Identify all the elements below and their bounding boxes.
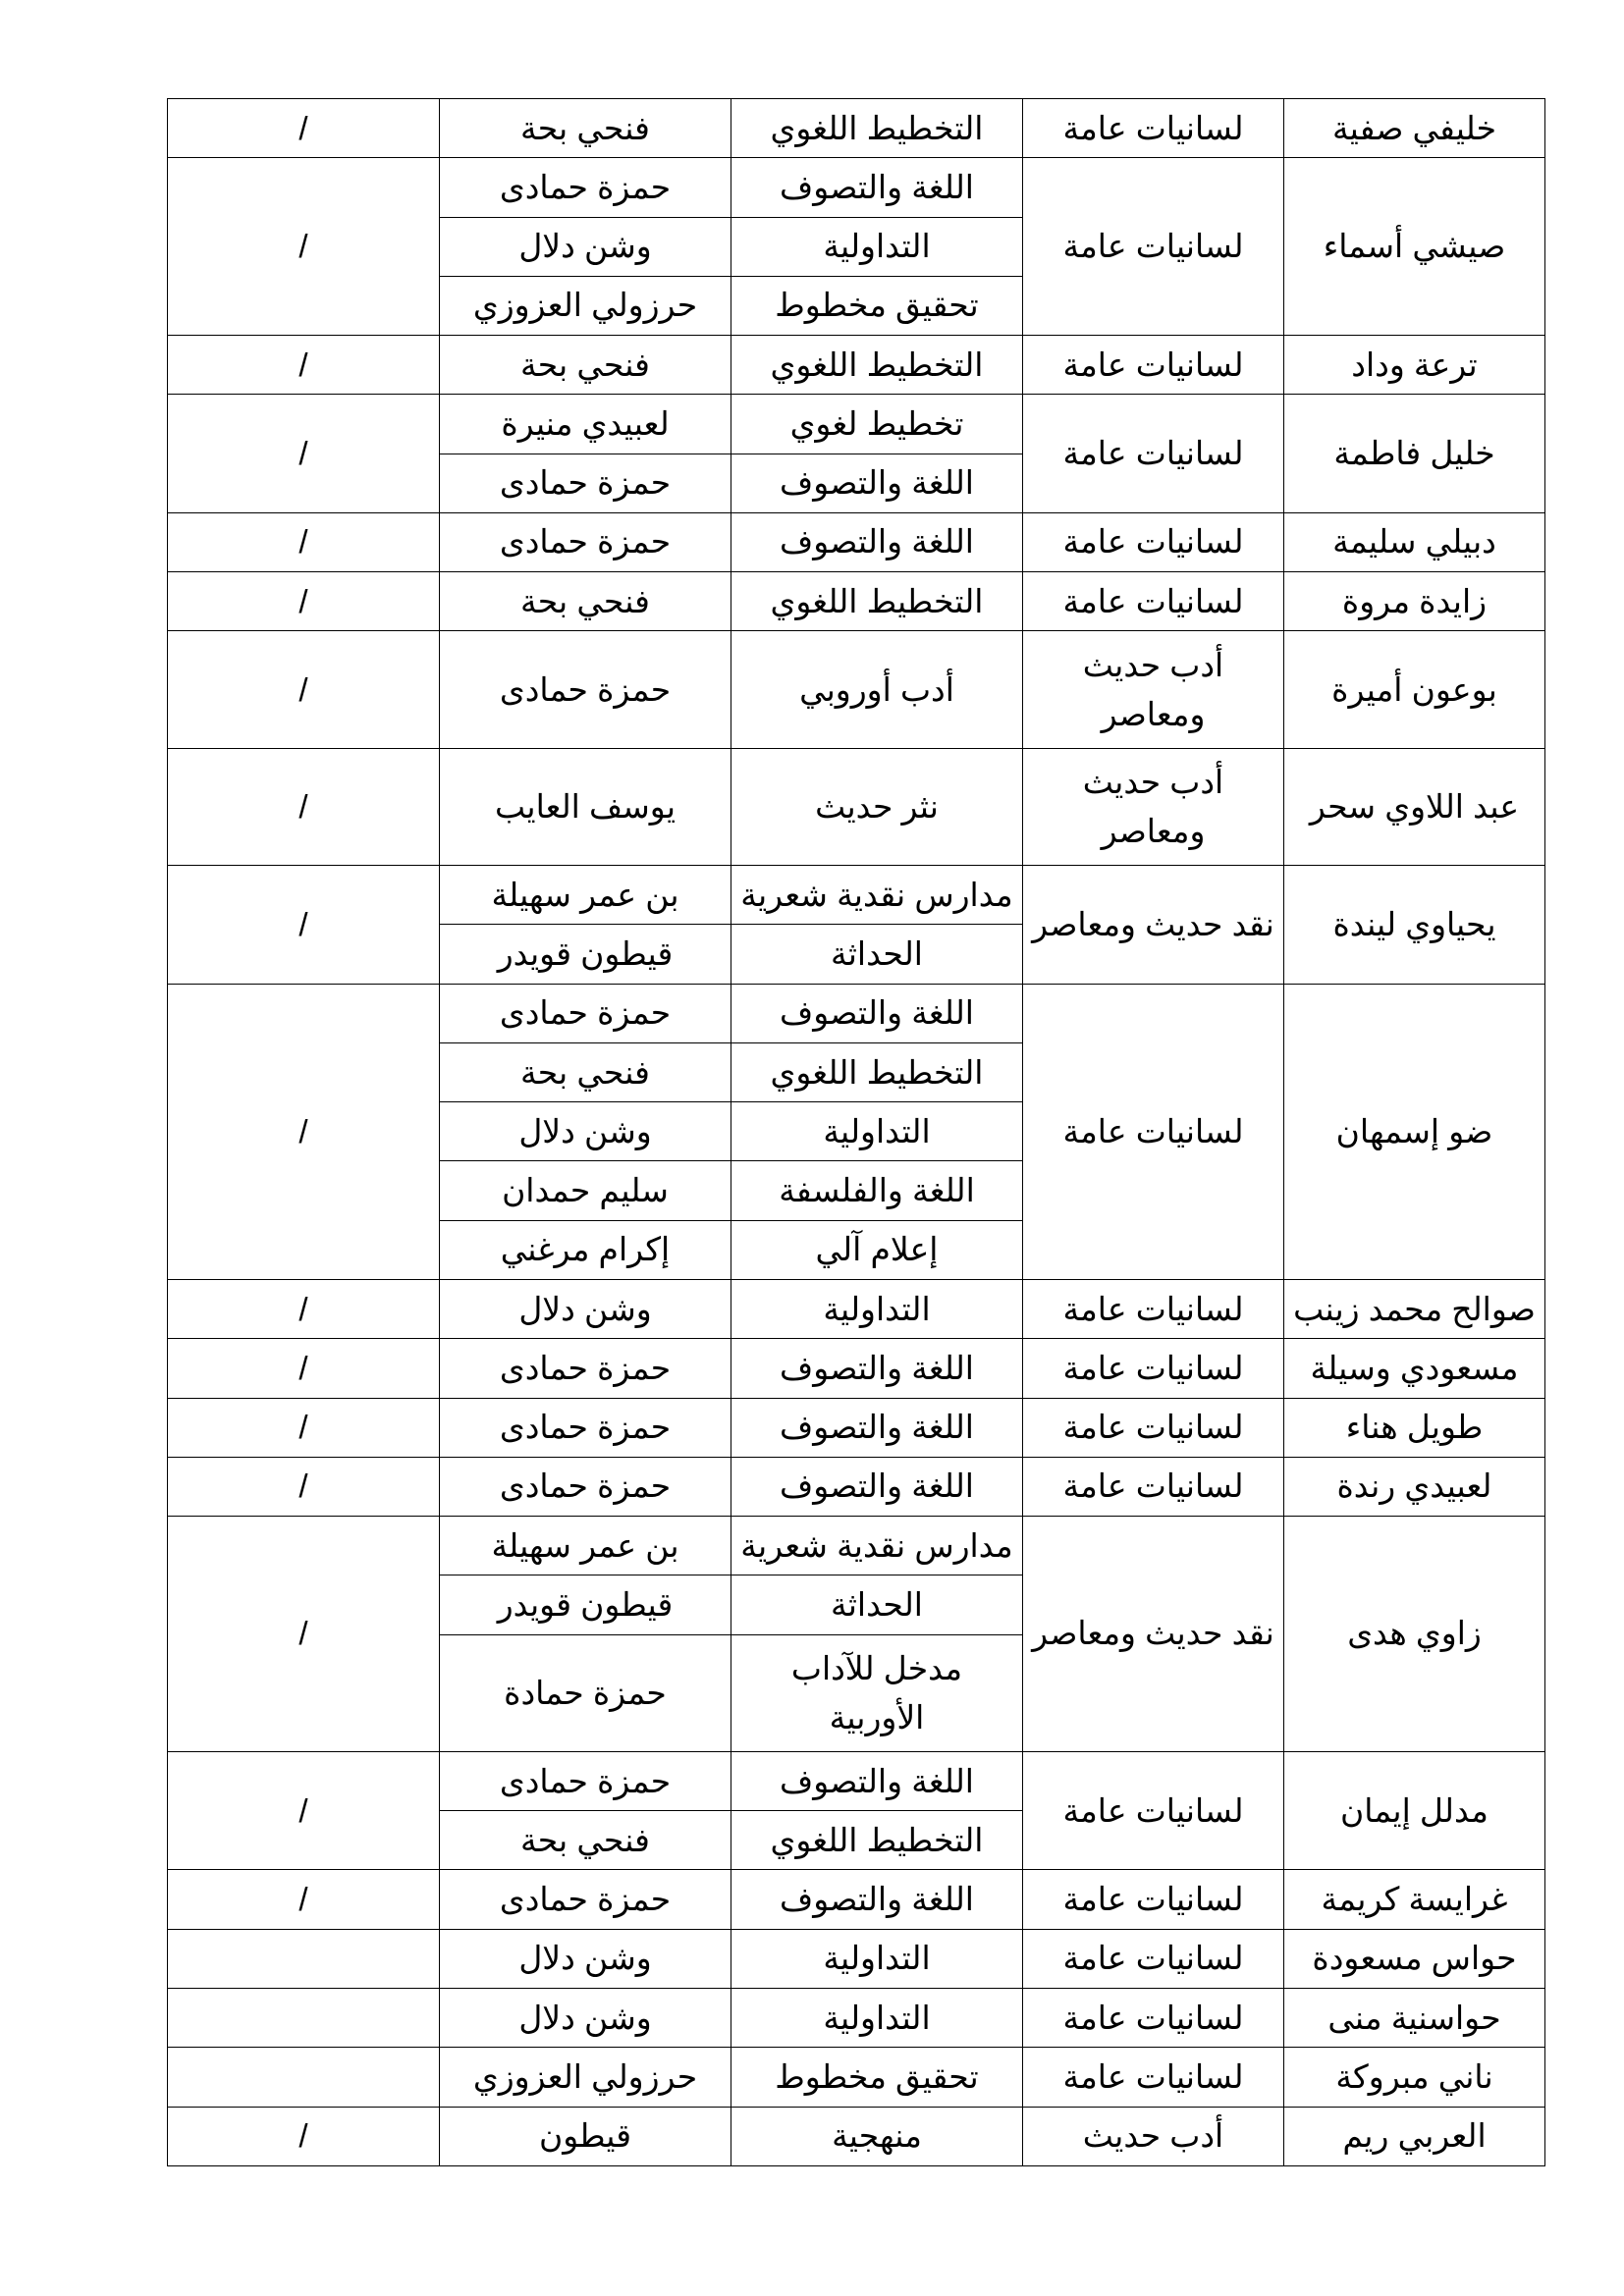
module-cell: أدب أوروبي <box>731 631 1023 748</box>
professor-cell: فنحي بحة <box>440 572 731 631</box>
students-table <box>167 98 1545 2166</box>
module-cell: الحداثة <box>731 1575 1023 1634</box>
table-row <box>168 2048 1545 2107</box>
student-name-cell: صوالح محمد زينب <box>1284 1279 1545 1338</box>
student-name-cell: زايدة مروة <box>1284 572 1545 631</box>
specialty-cell: لسانيات عامة <box>1023 572 1284 631</box>
professor-cell: قيطون قويدر <box>440 925 731 984</box>
note-cell <box>168 2048 440 2107</box>
specialty-cell: لسانيات عامة <box>1023 1870 1284 1929</box>
module-cell: التداولية <box>731 1279 1023 1338</box>
specialty-cell: لسانيات عامة <box>1023 1457 1284 1516</box>
professor-cell: حمزة حمادى <box>440 1457 731 1516</box>
module-cell: تحقيق مخطوط <box>731 276 1023 335</box>
module-cell: اللغة والتصوف <box>731 1398 1023 1457</box>
note-cell: / <box>168 866 440 985</box>
note-cell: / <box>168 631 440 748</box>
module-cell: نثر حديث <box>731 748 1023 865</box>
table-row <box>168 1870 1545 1929</box>
specialty-cell: لسانيات عامة <box>1023 984 1284 1279</box>
note-cell: / <box>168 1339 440 1398</box>
module-cell: مدارس نقدية شعرية <box>731 866 1023 925</box>
professor-cell: فنحي بحة <box>440 99 731 158</box>
professor-cell: وشن دلال <box>440 1929 731 1988</box>
specialty-cell: لسانيات عامة <box>1023 1988 1284 2047</box>
professor-cell: حمزة حمادى <box>440 1339 731 1398</box>
specialty-cell: لسانيات عامة <box>1023 1279 1284 1338</box>
module-cell: الحداثة <box>731 925 1023 984</box>
student-name-cell: يحياوي ليندة <box>1284 866 1545 985</box>
professor-cell: حمزة حمادى <box>440 631 731 748</box>
module-cell: منهجية <box>731 2107 1023 2165</box>
module-cell: اللغة والتصوف <box>731 984 1023 1042</box>
note-cell: / <box>168 748 440 865</box>
student-name-cell: خليفي صفية <box>1284 99 1545 158</box>
note-cell: / <box>168 572 440 631</box>
student-name-cell: ضو إسمهان <box>1284 984 1545 1279</box>
note-cell <box>168 1929 440 1988</box>
professor-cell: حمزة حمادى <box>440 454 731 512</box>
module-cell: اللغة والتصوف <box>731 158 1023 217</box>
module-cell: التداولية <box>731 1929 1023 1988</box>
professor-cell: إكرام مرغني <box>440 1220 731 1279</box>
table-row <box>168 866 1545 925</box>
professor-cell: قيطون <box>440 2107 731 2165</box>
specialty-cell: لسانيات عامة <box>1023 1751 1284 1870</box>
module-cell: مدارس نقدية شعرية <box>731 1517 1023 1575</box>
professor-cell: قيطون قويدر <box>440 1575 731 1634</box>
note-cell: / <box>168 1279 440 1338</box>
professor-cell: حرزولي العزوزي <box>440 2048 731 2107</box>
module-cell: التخطيط اللغوي <box>731 99 1023 158</box>
module-cell: اللغة والتصوف <box>731 1751 1023 1810</box>
table-row <box>168 1279 1545 1338</box>
professor-cell: حمزة حمادى <box>440 1870 731 1929</box>
student-name-cell: العربي ريم <box>1284 2107 1545 2165</box>
professor-cell: حمزة حمادى <box>440 158 731 217</box>
professor-cell: سليم حمدان <box>440 1161 731 1220</box>
module-cell: اللغة والتصوف <box>731 1870 1023 1929</box>
note-cell: / <box>168 2107 440 2165</box>
note-cell: / <box>168 984 440 1279</box>
student-name-cell: صيشي أسماء <box>1284 158 1545 336</box>
module-cell: التداولية <box>731 217 1023 276</box>
module-cell: اللغة والتصوف <box>731 512 1023 571</box>
specialty-cell: لسانيات عامة <box>1023 1398 1284 1457</box>
table-row <box>168 1339 1545 1398</box>
student-name-cell: طويل هناء <box>1284 1398 1545 1457</box>
note-cell: / <box>168 1398 440 1457</box>
table-row <box>168 1398 1545 1457</box>
note-cell: / <box>168 512 440 571</box>
module-cell: التخطيط اللغوي <box>731 1042 1023 1101</box>
module-cell: التخطيط اللغوي <box>731 336 1023 395</box>
module-cell: مدخل للآداب الأوربية <box>731 1634 1023 1751</box>
professor-cell: فنحي بحة <box>440 336 731 395</box>
table-row <box>168 984 1545 1042</box>
student-name-cell: مسعودي وسيلة <box>1284 1339 1545 1398</box>
professor-cell: بن عمر سهيلة <box>440 1517 731 1575</box>
module-cell: التداولية <box>731 1988 1023 2047</box>
specialty-cell: لسانيات عامة <box>1023 2048 1284 2107</box>
specialty-cell: لسانيات عامة <box>1023 395 1284 513</box>
module-cell: اللغة والتصوف <box>731 1457 1023 1516</box>
specialty-cell: لسانيات عامة <box>1023 336 1284 395</box>
note-cell: / <box>168 1870 440 1929</box>
note-cell: / <box>168 1517 440 1752</box>
module-cell: إعلام آلي <box>731 1220 1023 1279</box>
professor-cell: فنحي بحة <box>440 1811 731 1870</box>
note-cell: / <box>168 158 440 336</box>
table-row <box>168 1751 1545 1810</box>
student-name-cell: ناني مبروكة <box>1284 2048 1545 2107</box>
specialty-cell: نقد حديث ومعاصر <box>1023 866 1284 985</box>
professor-cell: حمزة حمادى <box>440 512 731 571</box>
note-cell: / <box>168 1457 440 1516</box>
table-row <box>168 512 1545 571</box>
specialty-cell: أدب حديث ومعاصر <box>1023 748 1284 865</box>
specialty-cell: نقد حديث ومعاصر <box>1023 1517 1284 1752</box>
table-row <box>168 1517 1545 1575</box>
professor-cell: حمزة حمادى <box>440 1751 731 1810</box>
student-name-cell: دبيلي سليمة <box>1284 512 1545 571</box>
note-cell <box>168 1988 440 2047</box>
professor-cell: حرزولي العزوزي <box>440 276 731 335</box>
student-name-cell: ترعة وداد <box>1284 336 1545 395</box>
table-row <box>168 2107 1545 2165</box>
specialty-cell: أدب حديث ومعاصر <box>1023 631 1284 748</box>
specialty-cell: لسانيات عامة <box>1023 158 1284 336</box>
module-cell: اللغة والتصوف <box>731 454 1023 512</box>
student-name-cell: حواس مسعودة <box>1284 1929 1545 1988</box>
module-cell: التداولية <box>731 1102 1023 1161</box>
table-row <box>168 158 1545 217</box>
specialty-cell: لسانيات عامة <box>1023 99 1284 158</box>
specialty-cell: أدب حديث <box>1023 2107 1284 2165</box>
module-cell: تخطيط لغوي <box>731 395 1023 454</box>
professor-cell: فنحي بحة <box>440 1042 731 1101</box>
module-cell: اللغة والفلسفة <box>731 1161 1023 1220</box>
professor-cell: وشن دلال <box>440 1102 731 1161</box>
professor-cell: وشن دلال <box>440 217 731 276</box>
professor-cell: يوسف العايب <box>440 748 731 865</box>
student-name-cell: حواسنية منى <box>1284 1988 1545 2047</box>
students-table-body <box>168 99 1545 2166</box>
professor-cell: حمزة حمادة <box>440 1634 731 1751</box>
table-row <box>168 1457 1545 1516</box>
professor-cell: وشن دلال <box>440 1279 731 1338</box>
professor-cell: لعبيدي منيرة <box>440 395 731 454</box>
student-name-cell: مدلل إيمان <box>1284 1751 1545 1870</box>
professor-cell: وشن دلال <box>440 1988 731 2047</box>
specialty-cell: لسانيات عامة <box>1023 1929 1284 1988</box>
student-name-cell: بوعون أميرة <box>1284 631 1545 748</box>
student-name-cell: عبد اللاوي سحر <box>1284 748 1545 865</box>
module-cell: التخطيط اللغوي <box>731 1811 1023 1870</box>
table-row <box>168 748 1545 865</box>
student-name-cell: غرايسة كريمة <box>1284 1870 1545 1929</box>
student-name-cell: لعبيدي رندة <box>1284 1457 1545 1516</box>
student-name-cell: خليل فاطمة <box>1284 395 1545 513</box>
table-row <box>168 1929 1545 1988</box>
module-cell: تحقيق مخطوط <box>731 2048 1023 2107</box>
student-name-cell: زاوي هدى <box>1284 1517 1545 1752</box>
professor-cell: بن عمر سهيلة <box>440 866 731 925</box>
professor-cell: حمزة حمادى <box>440 984 731 1042</box>
specialty-cell: لسانيات عامة <box>1023 512 1284 571</box>
table-row <box>168 336 1545 395</box>
note-cell: / <box>168 1751 440 1870</box>
table-row <box>168 1988 1545 2047</box>
table-row <box>168 572 1545 631</box>
table-row <box>168 99 1545 158</box>
specialty-cell: لسانيات عامة <box>1023 1339 1284 1398</box>
note-cell: / <box>168 99 440 158</box>
note-cell: / <box>168 395 440 513</box>
module-cell: اللغة والتصوف <box>731 1339 1023 1398</box>
table-row <box>168 631 1545 748</box>
professor-cell: حمزة حمادى <box>440 1398 731 1457</box>
module-cell: التخطيط اللغوي <box>731 572 1023 631</box>
note-cell: / <box>168 336 440 395</box>
table-row <box>168 395 1545 454</box>
